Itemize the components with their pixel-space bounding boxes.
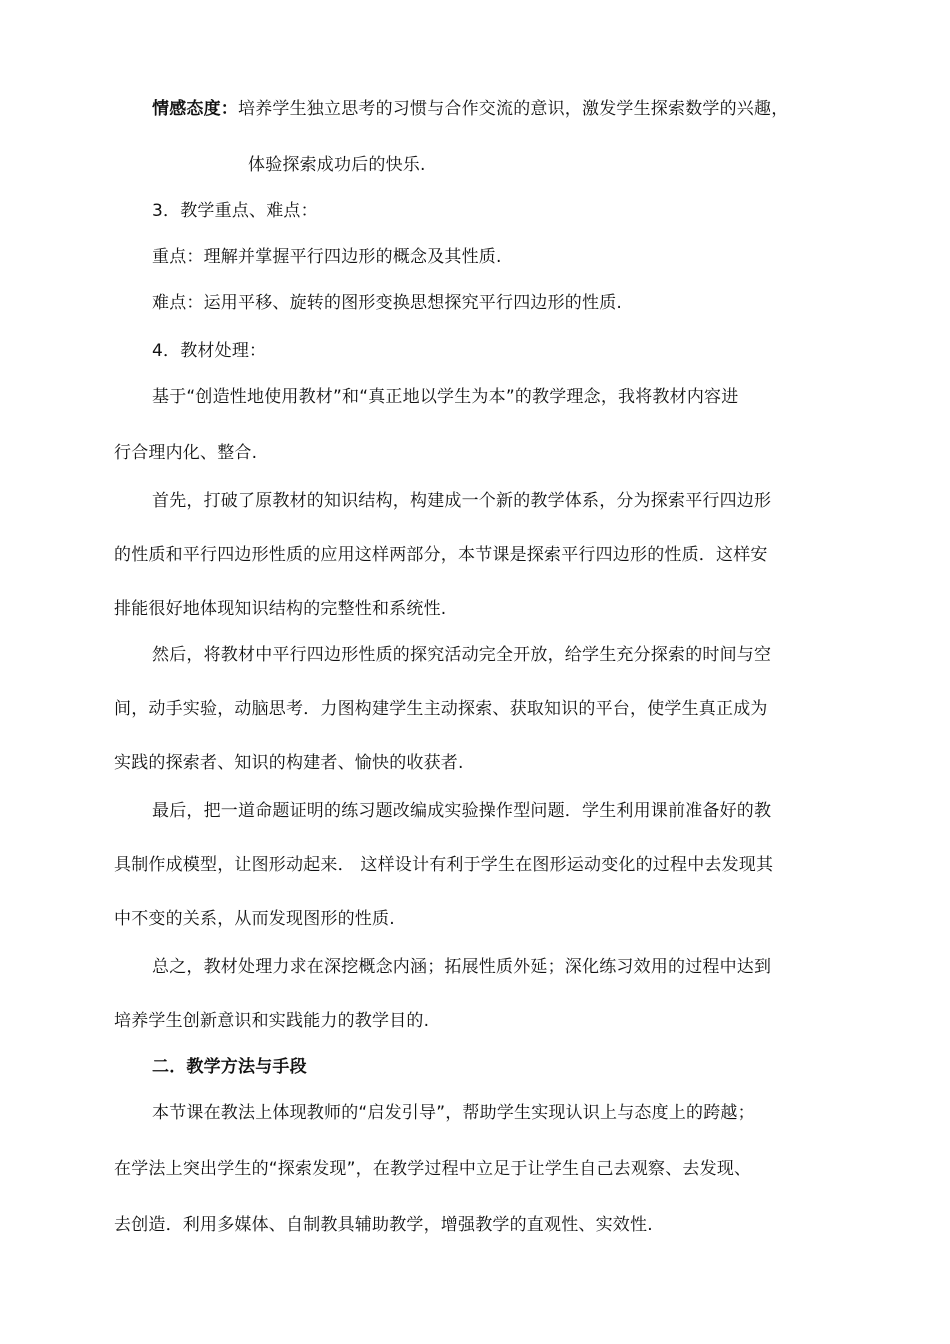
section-3-heading: 3．教学重点、难点： bbox=[152, 201, 318, 221]
paragraph-3-line-1: 然后，将教材中平行四边形性质的探究活动完全开放，给学生充分探索的时间与空 bbox=[152, 645, 772, 665]
paragraph-2-line-2: 的性质和平行四边形性质的应用这样两部分，本节课是探索平行四边形的性质．这样安 bbox=[114, 545, 768, 565]
section-4-heading: 4．教材处理： bbox=[152, 341, 267, 361]
paragraph-5-line-1: 总之，教材处理力求在深挖概念内涵；拓展性质外延；深化练习效用的过程中达到 bbox=[152, 957, 772, 977]
paragraph-5-line-2: 培养学生创新意识和实践能力的教学目的. bbox=[114, 1011, 430, 1031]
paragraph-1-line-2: 行合理内化、整合. bbox=[114, 443, 258, 463]
paragraph-3-line-3: 实践的探索者、知识的构建者、愉快的收获者. bbox=[114, 753, 464, 773]
paragraph-6-line-3: 去创造．利用多媒体、自制教具辅助教学，增强教学的直观性、实效性. bbox=[114, 1215, 653, 1235]
paragraph-1-line-1: 基于“创造性地使用教材”和“真正地以学生为本”的教学理念，我将教材内容进 bbox=[152, 387, 739, 407]
paragraph-4-line-3: 中不变的关系，从而发现图形的性质. bbox=[114, 909, 395, 929]
affect-continuation: 体验探索成功后的快乐. bbox=[248, 155, 426, 175]
affect-line bbox=[152, 98, 788, 120]
paragraph-4-line-2: 具制作成模型，让图形动起来． 这样设计有利于学生在图形运动变化的过程中去发现其 bbox=[114, 855, 774, 875]
paragraph-6-line-1: 本节课在教法上体现教师的“启发引导”，帮助学生实现认识上与态度上的跨越； bbox=[152, 1103, 755, 1123]
difficulty-line: 难点：运用平移、旋转的图形变换思想探究平行四边形的性质. bbox=[152, 293, 623, 313]
section-2-heading: 二．教学方法与手段 bbox=[152, 1057, 307, 1077]
paragraph-6-line-2: 在学法上突出学生的“探索发现”，在教学过程中立足于让学生自己去观察、去发现、 bbox=[114, 1159, 752, 1179]
paragraph-2-line-3: 排能很好地体现知识结构的完整性和系统性. bbox=[114, 599, 447, 619]
affect-label: 情感态度： bbox=[152, 99, 238, 119]
affect-text: 培养学生独立思考的习惯与合作交流的意识，激发学生探索数学的兴趣， bbox=[238, 99, 789, 119]
paragraph-4-line-1: 最后，把一道命题证明的练习题改编成实验操作型问题．学生利用课前准备好的教 bbox=[152, 801, 772, 821]
paragraph-3-line-2: 间，动手实验，动脑思考．力图构建学生主动探索、获取知识的平台，使学生真正成为 bbox=[114, 699, 768, 719]
paragraph-2-line-1: 首先，打破了原教材的知识结构，构建成一个新的教学体系，分为探索平行四边形 bbox=[152, 491, 772, 511]
key-point-line: 重点：理解并掌握平行四边形的概念及其性质. bbox=[152, 247, 502, 267]
